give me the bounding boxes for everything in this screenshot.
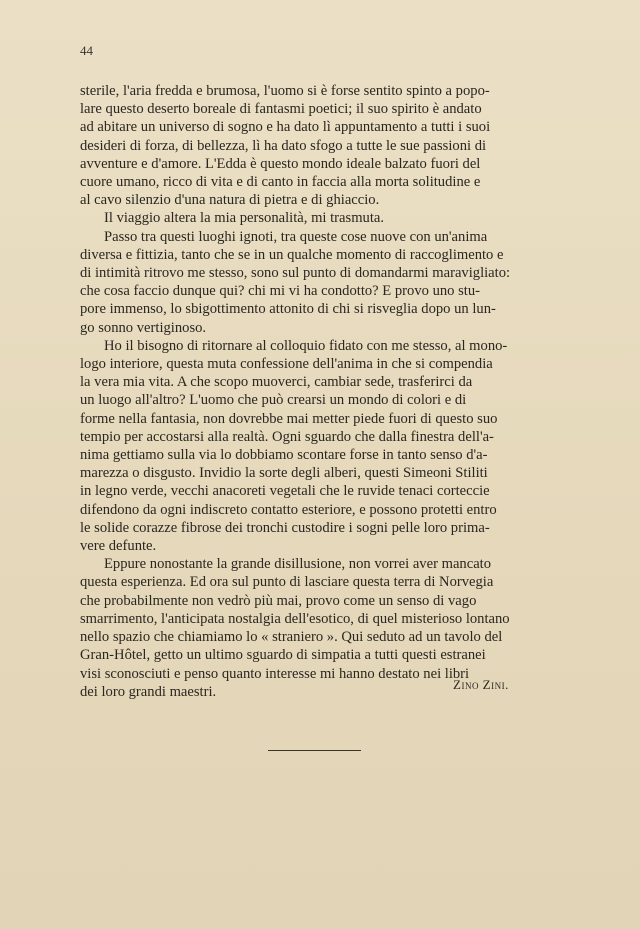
text-line: dei loro grandi maestri. [80,683,217,700]
text-line: nello spazio che chiamiamo lo « straniero ». Qui seduto ad un tavolo del [80,629,503,646]
text-line: al cavo silenzio d'una natura di pietra e di ghiaccio. [80,192,380,209]
text-line: vere defunte. [80,538,157,555]
text-line: marezza o disgusto. Invidio la sorte degli alberi, questi Simeoni Stiliti [80,465,488,482]
text-line: sterile, l'aria fredda e brumosa, l'uomo si è forse sentito spinto a popo- [80,83,490,99]
text-line: cuore umano, ricco di vita e di canto in faccia alla morta solitudine e [80,174,481,191]
text-line: questa esperienza. Ed ora sul punto di lasciare questa terra di Norvegia [80,574,494,591]
paragraph [80,82,553,209]
text-line: Eppure nonostante la grande disillusione, non vorrei aver mancato [104,556,492,573]
author-signature: Zino Zini. [453,677,509,692]
text-line: Ho il bisogno di ritornare al colloquio fidato con me stesso, al mono- [104,337,508,354]
text-line: che probabilmente non vedrò più mai, provo come un senso di vago [80,592,477,609]
text-line: go sonno vertiginoso. [80,319,207,336]
text-line: le solide corazze fibrose dei tronchi custodire i sogni pelle loro prima- [80,519,490,536]
text-line: che cosa faccio dunque qui? chi mi vi ha condotto? E provo uno stu- [80,283,480,300]
text-line: smarrimento, l'anticipata nostalgia dell'esotico, di quel misterioso lontano [80,610,510,627]
text-line: lare questo deserto boreale di fantasmi poetici; il suo spirito è andato [80,101,482,118]
text-line: ad abitare un universo di sogno e ha dato lì appuntamento a tutti i suoi [80,119,491,136]
text-line: la vera mia vita. A che scopo muoverci, cambiar sede, trasferirci da [80,374,473,391]
text-line: in legno verde, vecchi anacoreti vegetali che le ruvide tenaci corteccie [80,483,490,500]
text-line: avventure e d'amore. L'Edda è questo mondo ideale balzato fuori del [80,155,481,172]
paragraph [80,337,553,555]
end-rule [268,750,361,751]
text-line: di intimità ritrovo me stesso, sono sul punto di domandarmi maravigliato: [80,265,511,282]
paragraph [80,228,553,337]
text-line: forme nella fantasia, non dovrebbe mai metter piede fuori di questo suo [80,410,498,427]
paragraph [80,209,553,227]
text-line: Il viaggio altera la mia personalità, mi trasmuta. [104,210,385,227]
text-line: Gran-Hôtel, getto un ultimo sguardo di simpatia a tutti questi estranei [80,647,486,664]
text-line: un luogo all'altro? L'uomo che può crearsi un mondo di colori e di [80,392,467,409]
text-line: diversa e fittizia, tanto che se in un qualche momento di raccoglimento e [80,246,504,263]
text-line: pore immenso, lo sbigottimento attonito di chi si risveglia dopo un lun- [80,301,496,318]
page-number: 44 [80,43,93,58]
text-line: visi sconosciuti e penso quanto interesse mi hanno destato nei libri [80,665,470,682]
text-line: desideri di forza, di bellezza, lì ha dato sfogo a tutte le sue passioni di [80,137,487,154]
text-line: Passo tra questi luoghi ignoti, tra queste cose nuove con un'anima [104,228,488,245]
text-line: difendono da ogni indiscreto contatto esteriore, e possono protetti entro [80,501,497,518]
text-line: nima gettiamo sulla via lo dobbiamo scontare forse in tanto senso d'a- [80,447,488,464]
body-text [80,82,553,701]
text-line: tempio per accostarsi alla realtà. Ogni sguardo che dalla finestra dell'a- [80,428,494,445]
text-line: logo interiore, questa muta confessione dell'anima in che si compendia [80,356,493,373]
